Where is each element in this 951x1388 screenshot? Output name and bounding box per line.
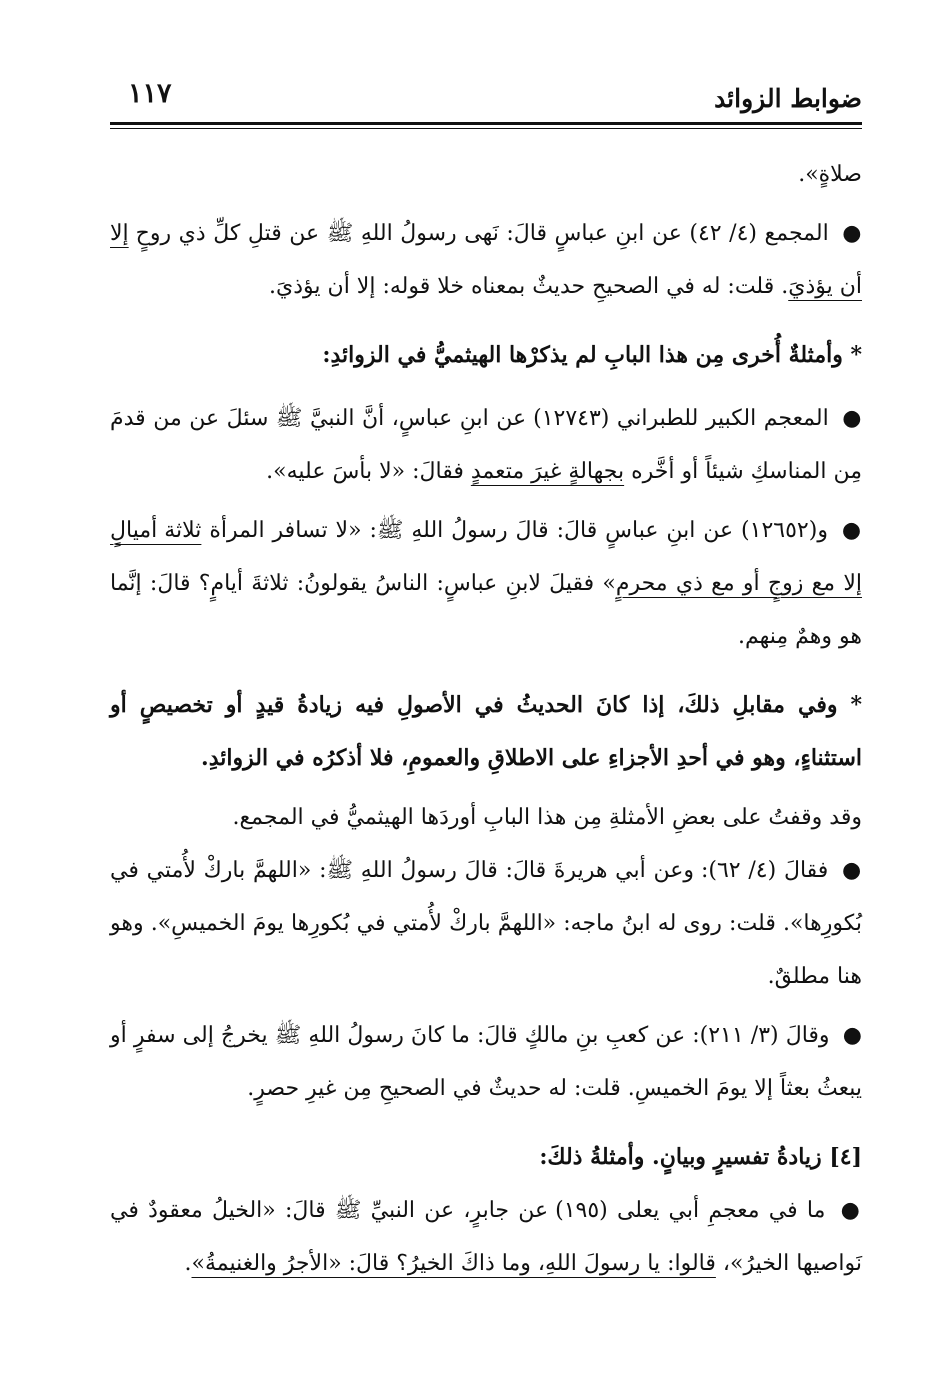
page-header (110, 78, 862, 122)
underlined-text: قالوا: يا رسولَ اللهِ، وما ذاكَ الخيرُ؟ قالَ: «الأجرُ والغنيمةُ» (191, 1251, 716, 1276)
paragraph-text: المجمع (٤/ ٤٢) عن ابنِ عباسٍ قالَ: نَهى رسولُ اللهِ ﷺ عن قتلِ كلِّ ذي روحٍ (135, 221, 829, 246)
section-heading (110, 329, 862, 382)
bullet-icon: ● (842, 858, 862, 883)
paragraph-text-after: » فقيلَ لابنِ عباسٍ: الناسُ يقولونُ: ثلاثةَ أيامٍ؟ قالَ: إنَّما هو وهمٌ مِنهم. (110, 571, 862, 649)
heading-text: * وفي مقابلِ ذلكَ، إذا كانَ الحديثُ في الأصولِ فيه زيادةُ قيدٍ أو تخصيصٍ أو استثناءٍ، وهو في أحدِ الأجزاءِ على الاطلاقِ والعمومِ، فلا أذكرُه في الزوائدِ. (110, 692, 862, 771)
paragraph-text-after: . قلت: له في الصحيحِ حديثٌ بمعناه خلا قوله: إلا أن يؤذيَ. (269, 274, 789, 299)
header-rule-thick (110, 122, 862, 125)
underlined-text: ثلاثة أميالٍ إلا مع زوجٍ أو مع ذي محرمٍ (110, 518, 862, 596)
page-number: ١١٧ (128, 78, 172, 109)
paragraph-bullet (110, 504, 862, 663)
section-heading (110, 679, 862, 785)
bullet-icon: ● (842, 406, 862, 431)
paragraph-text: المعجم الكبير للطبراني (١٢٧٤٣) عن ابنِ عباسٍ، أنَّ النبيَّ ﷺ سئلَ عن من قدمَ مِن المناسكِ شيئاً أو أخَّره (110, 406, 862, 484)
paragraph-text-after: . (184, 1251, 192, 1276)
paragraph-text: و(١٢٦٥٢) عن ابنِ عباسٍ قالَ: قالَ رسولُ اللهِ ﷺ: «لا تسافر المرأة (209, 518, 828, 543)
paragraph-bullet (110, 1009, 862, 1115)
paragraph-continuation (110, 148, 862, 201)
bullet-icon: ● (842, 221, 863, 246)
paragraph-text-after: فقالَ: «لا بأسَ عليه». (266, 459, 471, 484)
paragraph-text: صلاةٍ». (798, 162, 862, 187)
paragraph-bullet (110, 1184, 862, 1290)
bullet-icon: ● (841, 518, 862, 543)
paragraph-text: وقد وقفتُ على بعضِ الأمثلةِ مِن هذا البابِ أوردَها الهيثميُّ في المجمع. (232, 805, 862, 830)
page-body (110, 148, 862, 1290)
section-heading (110, 1131, 862, 1184)
heading-text: * وأمثلةٌ أُخرى مِن هذا البابِ لم يذكرْها الهيثميُّ في الزوائدِ: (322, 342, 862, 368)
bullet-icon: ● (840, 1198, 863, 1223)
bullet-icon: ● (842, 1023, 863, 1048)
underlined-text: إلا أن يؤذيَ (110, 221, 862, 299)
heading-text: [٤] زيادةُ تفسيرٍ وبيانٍ. وأمثلةُ ذلكَ: (539, 1144, 862, 1170)
running-title: ضوابط الزوائد (714, 84, 862, 113)
paragraph-text: وقالَ (٣/ ٢١١): عن كعبِ بنِ مالكٍ قالَ: ما كانَ رسولُ اللهِ ﷺ يخرجُ إلى سفرٍ أو يبعثُ بعثاً إلا يومَ الخميسِ. قلت: له حديثٌ في الصحيحِ مِن غيرِ حصرٍ. (110, 1023, 862, 1101)
paragraph-bullet (110, 844, 862, 1003)
underlined-text: بجهالةٍ غيرَ متعمدٍ (470, 459, 625, 484)
paragraph-text-block (110, 791, 862, 844)
paragraph-bullet (110, 207, 862, 313)
paragraph-text: ما في معجمِ أبي يعلى (١٩٥) عن جابرٍ، عن النبيِّ ﷺ قالَ: «الخيلُ معقودٌ في نَواصيها الخيرُ»، (110, 1198, 862, 1276)
paragraph-text: فقالَ (٤/ ٦٢): وعن أبي هريرةَ قالَ: قالَ رسولُ اللهِ ﷺ: «اللهمَّ باركْ لأُمتي في بُكورِها». قلت: روى له ابنُ ماجه: «اللهمَّ باركْ لأُمتي في بُكورِها يومَ الخميسِ». وهو هنا مطلقٌ. (110, 858, 862, 989)
paragraph-bullet (110, 392, 862, 498)
header-rule-thin (110, 128, 862, 129)
